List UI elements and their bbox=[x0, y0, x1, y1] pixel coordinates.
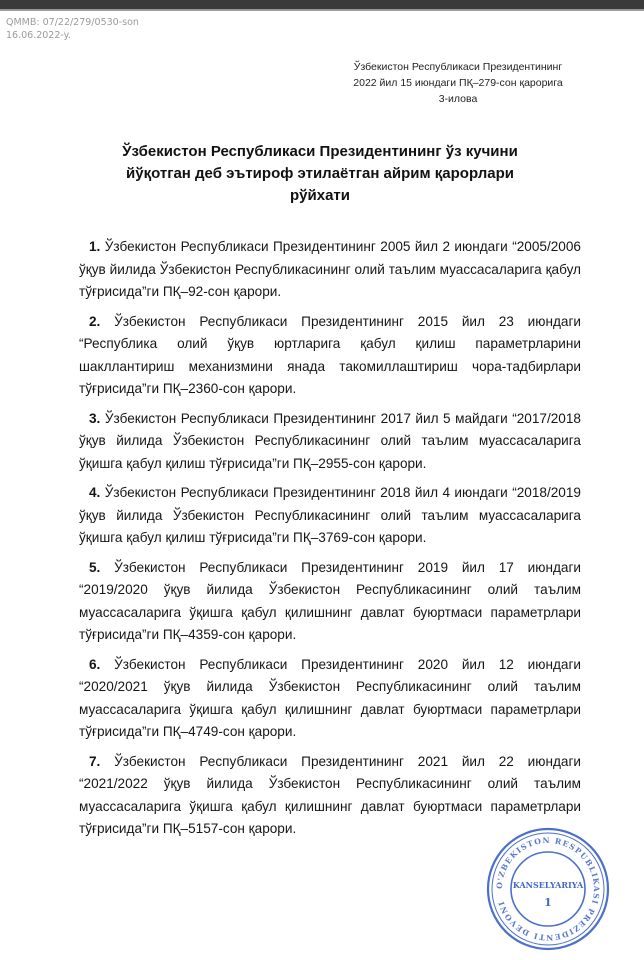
item-text: Ўзбекистон Республикаси Президентининг 2017 йил 5 майдаги “2017/2018 ўқув йилида Ўзбекистон Республикасининг олий таълим муассасаларига ўқишга қабул қилиш тўғрисида”ги ПҚ–2955-сон қарори. bbox=[79, 410, 581, 471]
seal-number: 1 bbox=[544, 896, 552, 909]
item-number: 5. bbox=[89, 559, 101, 575]
window-top-bar bbox=[0, 0, 644, 9]
seal-center-text: KANSELYARIYA bbox=[512, 880, 584, 890]
item-number: 3. bbox=[89, 410, 101, 426]
item-number: 7. bbox=[89, 753, 101, 769]
list-item bbox=[79, 311, 581, 401]
item-text: Ўзбекистон Республикаси Президентининг 2018 йил 4 июндаги “2018/2019 ўқув йилида Ўзбекистон Республикасининг олий таълим муассасаларига ўқишга қабул қилиш тўғрисида”ги ПҚ–3769-сон қарори. bbox=[79, 485, 581, 545]
seal-ring-text: O'ZBEKISTON RESPUBLIKASI PREZIDENTI DEVONI bbox=[494, 835, 602, 943]
item-text: Ўзбекистон Республикаси Президентининг 2015 йил 23 июндаги “Республика олий ўқув юртларига қабул қилиш параметрларини шакллантириш механизмини янада такомиллаштириш чора-тадбирлари тўғрисида”ги ПҚ–2360-сон қарори. bbox=[79, 313, 581, 396]
item-number: 1. bbox=[89, 239, 101, 254]
registration-date: 16.06.2022-y. bbox=[6, 30, 71, 41]
list-item bbox=[79, 557, 581, 647]
annex-header bbox=[318, 59, 598, 107]
list-item bbox=[79, 482, 581, 550]
item-text: Ўзбекистон Республикаси Президентининг 2005 йил 2 июндаги “2005/2006 ўқув йилида Ўзбекистон Республикасининг олий таълим муассасаларига қабул тўғрисида”ги ПҚ–92-сон қарори. bbox=[79, 239, 581, 299]
title-line-1: Ўзбекистон Республикаси Президентининг ўз кучини bbox=[122, 143, 518, 160]
document-title bbox=[70, 141, 570, 207]
item-number: 4. bbox=[89, 485, 101, 500]
item-number: 2. bbox=[89, 313, 101, 329]
seal-stamp-icon bbox=[485, 826, 611, 952]
item-number: 6. bbox=[89, 656, 101, 672]
title-line-2: йўқотган деб эътироф этилаётган айрим қарорлари bbox=[126, 165, 514, 182]
item-text: Ўзбекистон Республикаси Президентининг 2019 йил 17 июндаги “2019/2020 ўқув йилида Ўзбекистон Республикасининг олий таълим муассасаларига ўқишга қабул қилишнинг давлат буюртмаси параметрлари тўғрисида”ги ПҚ–4359-сон қарори. bbox=[79, 559, 581, 642]
title-line-3: рўйхати bbox=[290, 187, 350, 204]
annex-line-1: Ўзбекистон Республикаси Президентининг bbox=[353, 61, 563, 73]
annex-line-3: 3-илова bbox=[438, 93, 478, 105]
registration-stamp bbox=[6, 16, 139, 42]
item-text: Ўзбекистон Республикаси Президентининг 2021 йил 22 июндаги “2021/2022 ўқув йилида Ўзбекистон Республикасининг олий таълим муассасаларига ўқишга қабул қилишнинг давлат буюртмаси параметрлари тўғрисида”ги ПҚ–5157-сон қарори. bbox=[79, 753, 581, 836]
chancellery-seal bbox=[485, 826, 611, 952]
list-item bbox=[79, 236, 581, 304]
decree-list bbox=[79, 236, 581, 848]
list-item bbox=[79, 654, 581, 744]
annex-line-2: 2022 йил 15 июндаги ПҚ–279-сон қарорига bbox=[353, 77, 563, 89]
registration-number: QMMB: 07/22/279/0530-son bbox=[6, 17, 139, 28]
list-item bbox=[79, 408, 581, 476]
item-text: Ўзбекистон Республикаси Президентининг 2020 йил 12 июндаги “2020/2021 ўқув йилида Ўзбекистон Республикасининг олий таълим муассасаларига ўқишга қабул қилишнинг давлат буюртмаси параметрлари тўғрисида”ги ПҚ–4749-сон қарори. bbox=[79, 656, 581, 739]
